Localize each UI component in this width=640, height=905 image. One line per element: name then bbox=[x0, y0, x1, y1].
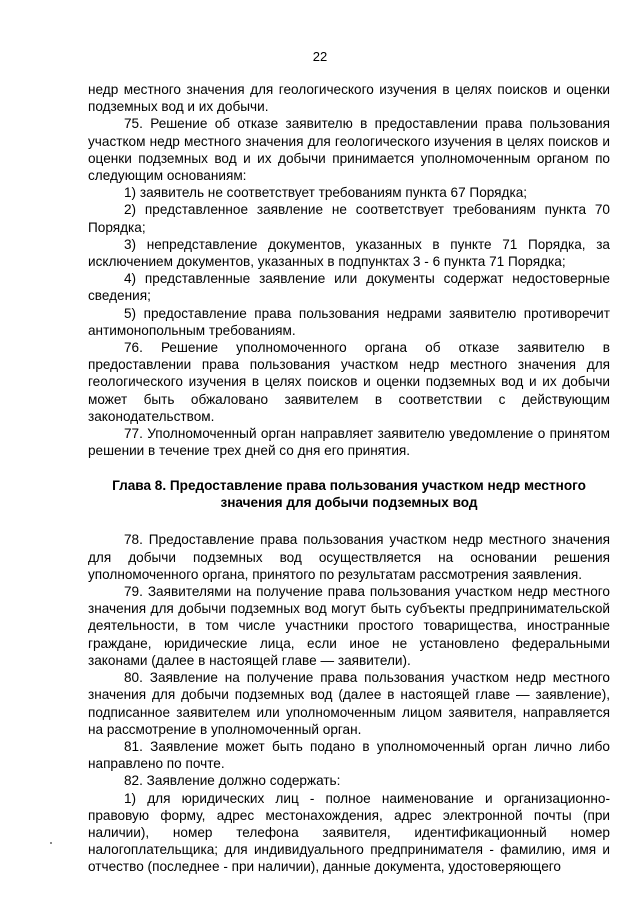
list-item: 2) представленное заявление не соответствует требованиям пункта 70 Порядка; bbox=[88, 202, 610, 235]
list-item: 4) представленные заявление или документы содержат недостоверные сведения; bbox=[88, 271, 610, 304]
list-item: 5) предоставление права пользования недрами заявителю противоречит антимонопольным требованиям. bbox=[88, 305, 610, 338]
paragraph-77: 77. Уполномоченный орган направляет заявителю уведомление о принятом решении в течение трех дней со дня его принятия. bbox=[88, 426, 610, 459]
paragraph-76: 76. Решение уполномоченного органа об отказе заявителю в предоставлении права пользования участком недр местного значения для геологического изучения в целях поисков и оценки подземных вод и их добычи может быть обжаловано заявителем в соответствии с действующим законодательством. bbox=[88, 340, 610, 424]
list-item: 1) для юридических лиц - полное наименование и организационно-правовую форму, адрес местонахождения, адрес электронной почты (при наличии), номер телефона заявителя, идентификационный номер налогоплательщика; для индивидуального предпринимателя - фамилию, имя и отчество (последнее - при наличии), данные документа, удостоверяющего bbox=[88, 790, 610, 875]
chapter-heading-line: Глава 8. Предоставление права пользования участком недр местного bbox=[112, 478, 586, 494]
paragraph-82: 82. Заявление должно содержать: bbox=[124, 773, 341, 789]
scan-speck bbox=[50, 842, 52, 844]
paragraph-80: 80. Заявление на получение права пользования участком недр местного значения для добычи подземных вод (далее в настоящей главе — заявление), подписанное заявителем или уполномоченным лицом заявителя, направляется на рассмотрение в уполномоченный орган. bbox=[88, 670, 610, 737]
paragraph-81: 81. Заявление может быть подано в уполномоченный орган лично либо направлено по почте. bbox=[88, 738, 610, 772]
chapter-heading-line: значения для добычи подземных вод bbox=[220, 495, 478, 511]
document-body bbox=[88, 81, 610, 876]
chapter-heading bbox=[88, 477, 610, 511]
paragraph: недр местного значения для геологического изучения в целях поисков и оценки подземных вод и их добычи. bbox=[88, 82, 610, 115]
paragraph-79: 79. Заявителями на получение права пользования участком недр местного значения для добычи подземных вод могут быть субъекты предпринимательской деятельности, в том числе участники простого товарищества, иностранные граждане, юридические лица, если иное не установлено федеральными законами (далее в настоящей главе — заявители). bbox=[88, 584, 610, 668]
page-number: 22 bbox=[312, 49, 328, 64]
paragraph-78: 78. Предоставление права пользования участком недр местного значения для добычи подземных вод осуществляется на основании решения уполномоченного органа, принятого по результатам рассмотрения заявления. bbox=[88, 532, 610, 582]
paragraph-75: 75. Решение об отказе заявителю в предоставлении права пользования участком недр местного значения для геологического изучения в целях поисков и оценки подземных вод и их добычи принимается уполномоченным органом по следующим основаниям: bbox=[88, 116, 610, 184]
list-item: 1) заявитель не соответствует требованиям пункта 67 Порядка; bbox=[124, 185, 528, 201]
list-item: 3) непредставление документов, указанных в пункте 71 Порядка, за исключением документов, указанных в подпунктах 3 - 6 пункта 71 Порядка; bbox=[88, 236, 610, 270]
